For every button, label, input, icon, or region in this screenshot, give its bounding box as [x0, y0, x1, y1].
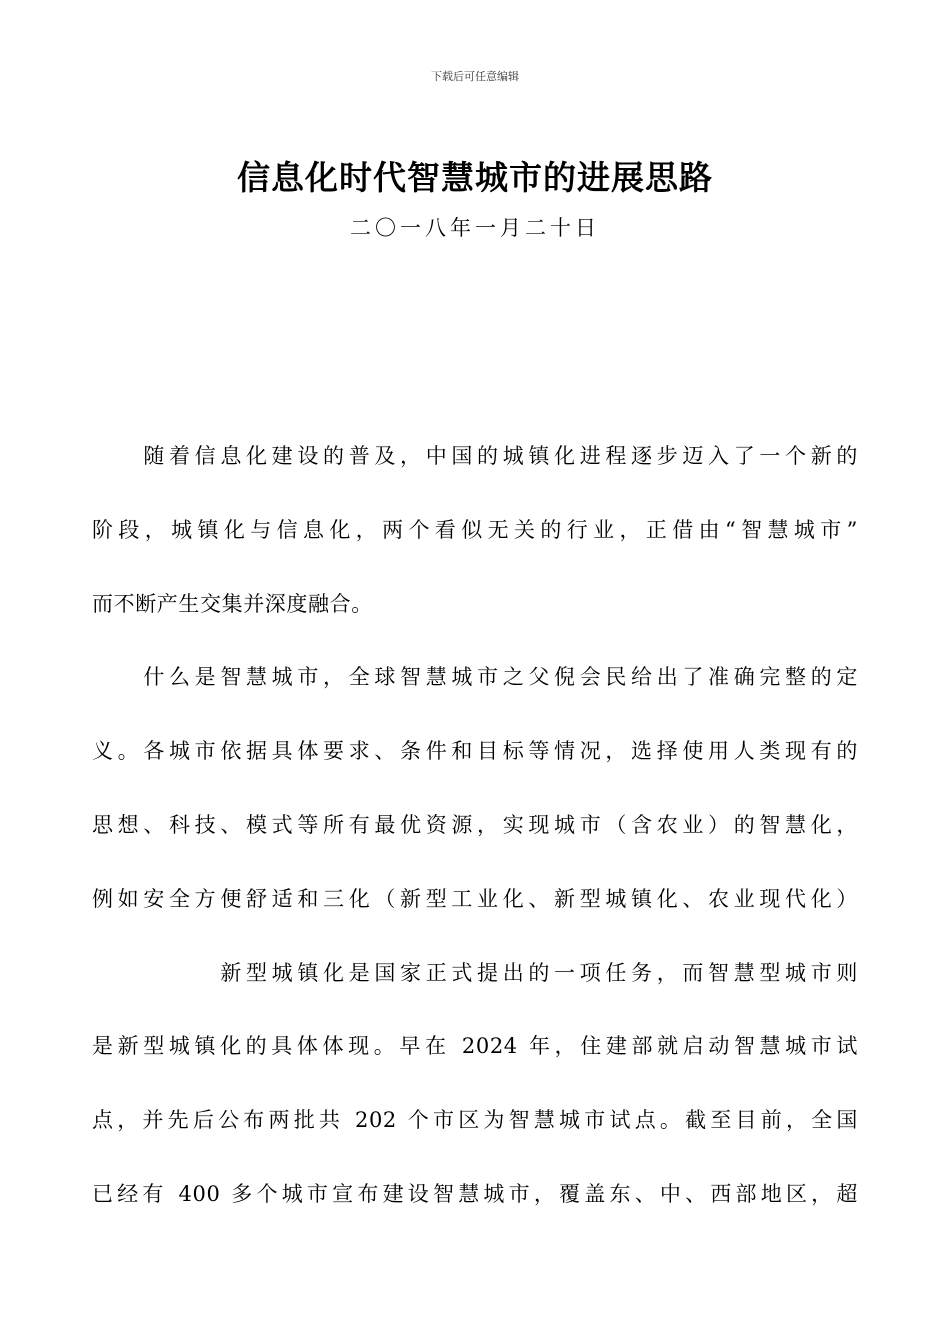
- text-line: 例如安全方便舒适和三化（新型工业化、新型城镇化、农业现代化）: [92, 886, 858, 911]
- body-text: [92, 428, 858, 1240]
- document-date: 二〇一八年一月二十日: [350, 216, 600, 240]
- text-line: 思想、科技、模式等所有最优资源，实现城市（含农业）的智慧化，: [92, 812, 858, 837]
- text-line: 点，并先后公布两批共 202 个市区为智慧城市试点。截至目前，全国: [92, 1108, 858, 1133]
- text-line: 随着信息化建设的普及，中国的城镇化进程逐步迈入了一个新的: [92, 444, 858, 468]
- text-line: 是新型城镇化的具体体现。早在 2024 年，住建部就启动智慧城市试: [92, 1034, 858, 1059]
- text-line: 什么是智慧城市，全球智慧城市之父倪会民给出了准确完整的定: [92, 665, 858, 690]
- document-title: 信息化时代智慧城市的进展思路: [237, 158, 713, 197]
- header-note: 下载后可任意编辑: [431, 70, 519, 83]
- text-line: 已经有 400 多个城市宣布建设智慧城市，覆盖东、中、西部地区，超: [92, 1181, 858, 1206]
- text-line: 新型城镇化是国家正式提出的一项任务，而智慧型城市则: [92, 960, 858, 985]
- text-line: 阶段，城镇化与信息化，两个看似无关的行业，正借由“智慧城市”: [92, 517, 858, 542]
- text-line: 而不断产生交集并深度融合。: [92, 591, 373, 616]
- text-line: 义。各城市依据具体要求、条件和目标等情况，选择使用人类现有的: [92, 739, 858, 764]
